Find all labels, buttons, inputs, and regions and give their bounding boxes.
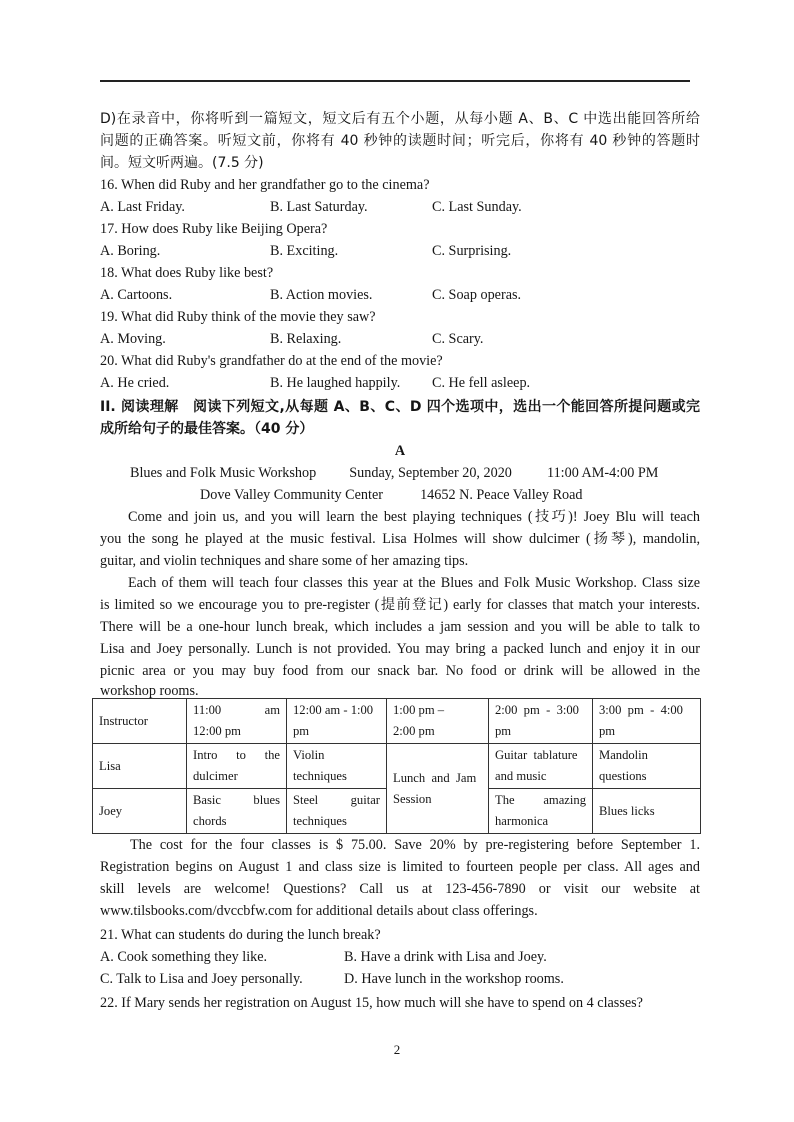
passage-letter: A <box>394 443 406 459</box>
para3-line-1: The cost for the four classes is $ 75.00. Save 20% by pre-registering before September 1. <box>130 837 700 853</box>
table-cell: Basic blues chords <box>187 789 287 834</box>
reading-heading-line-1: II. 阅读理解 阅读下列短文,从每题 A、B、C、D 四个选项中，选出一个能回答所提问题或完 <box>100 399 700 415</box>
event-header <box>130 462 700 484</box>
question-18-stem: 18. What does Ruby like best? <box>100 265 274 281</box>
question-16-options <box>100 196 700 218</box>
para3-line-2: Registration begins on August 1 and class size is limited to fourteen people per class. All ages and <box>100 859 700 875</box>
table-cell: Violin techniques <box>287 744 387 789</box>
question-17-options <box>100 240 700 262</box>
schedule-table <box>92 698 701 834</box>
option-c: C. Last Sunday. <box>432 199 522 215</box>
option-c: C. Soap operas. <box>432 287 522 303</box>
question-19-options <box>100 328 700 350</box>
table-cell-lunch: Lunch and Jam Session <box>387 744 489 834</box>
table-header-cell: 2:00 pm - 3:00 pm <box>489 699 593 744</box>
table-cell: Lisa <box>93 744 187 789</box>
option-c: C. Scary. <box>432 331 484 347</box>
para2-line-6: workshop rooms. <box>100 683 199 699</box>
para2-line-2: is limited so we encourage you to pre-register (提前登记) early for classes that match your interests. <box>100 597 700 613</box>
table-row <box>93 744 701 789</box>
option-c: C. Surprising. <box>432 243 512 259</box>
table-cell: Mandolin questions <box>593 744 701 789</box>
table-header-cell: 3:00 pm - 4:00 pm <box>593 699 701 744</box>
table-cell: Guitar tablature and music <box>489 744 593 789</box>
para1-line-1: Come and join us, and you will learn the best playing techniques (技巧)! Joey Blu will teach <box>128 509 700 525</box>
option-a: A. Last Friday. <box>100 199 185 215</box>
option-b: B. Relaxing. <box>270 331 342 347</box>
question-21-options-row-2 <box>100 968 700 990</box>
table-header-cell: 11:00 am 12:00 pm <box>187 699 287 744</box>
option-b: B. Last Saturday. <box>270 199 368 215</box>
question-16-stem: 16. When did Ruby and her grandfather go to the cinema? <box>100 177 430 193</box>
table-cell: Intro to the dulcimer <box>187 744 287 789</box>
question-17-stem: 17. How does Ruby like Beijing Opera? <box>100 221 328 237</box>
option-b: B. Have a drink with Lisa and Joey. <box>344 949 547 965</box>
option-a: A. Cook something they like. <box>100 949 268 965</box>
venue-line <box>200 484 700 506</box>
question-22-stem: 22. If Mary sends her registration on August 15, how much will she have to spend on 4 classes? <box>100 995 643 1011</box>
option-a: A. Cartoons. <box>100 287 173 303</box>
event-name: Blues and Folk Music Workshop <box>130 465 317 481</box>
reading-heading-line-2: 成所给句子的最佳答案。（40 分） <box>100 421 314 437</box>
para2-line-4: Lisa and Joey personally. Lunch is not provided. You may bring a packed lunch and enjoy it in our <box>100 641 700 657</box>
para3-line-4: www.tilsbooks.com/dvccbfw.com for additional details about class offerings. <box>100 903 538 919</box>
question-21-stem: 21. What can students do during the lunch break? <box>100 927 381 943</box>
listening-instructions-line-1: D)在录音中，你将听到一篇短文，短文后有五个小题，从每小题 A、B、C 中选出能回答所给 <box>100 111 700 127</box>
question-20-stem: 20. What did Ruby's grandfather do at the end of the movie? <box>100 353 443 369</box>
option-b: B. Action movies. <box>270 287 373 303</box>
table-header-cell: Instructor <box>93 699 187 744</box>
event-date: Sunday, September 20, 2020 <box>349 465 512 481</box>
listening-instructions-line-3: 间。短文听两遍。(7.5 分) <box>100 155 264 171</box>
header-rule <box>100 80 690 82</box>
para3-line-3: skill levels are welcome! Questions? Call us at 123-456-7890 or visit our website at <box>100 881 700 897</box>
table-header-cell: 1:00 pm – 2:00 pm <box>387 699 489 744</box>
option-a: A. Boring. <box>100 243 161 259</box>
listening-instructions-line-2: 问题的正确答案。听短文前，你将有 40 秒钟的读题时间；听完后，你将有 40 秒钟的答题时 <box>100 133 700 149</box>
para2-line-1: Each of them will teach four classes this year at the Blues and Folk Music Workshop. Class size <box>128 575 700 591</box>
table-cell: The amazing harmonica <box>489 789 593 834</box>
option-c: C. He fell asleep. <box>432 375 531 391</box>
table-header-cell: 12:00 am - 1:00 pm <box>287 699 387 744</box>
table-cell: Joey <box>93 789 187 834</box>
option-c: C. Talk to Lisa and Joey personally. <box>100 971 303 987</box>
para2-line-3: There will be a one-hour lunch break, which includes a jam session and you will be able to talk to <box>100 619 700 635</box>
para2-line-5: picnic area or you may buy food from our snack bar. No food or drink will be allowed in the <box>100 663 700 679</box>
option-b: B. Exciting. <box>270 243 339 259</box>
event-time: 11:00 AM-4:00 PM <box>547 465 659 481</box>
option-a: A. He cried. <box>100 375 170 391</box>
venue-address: 14652 N. Peace Valley Road <box>420 487 583 503</box>
question-21-options-row-1 <box>100 946 700 968</box>
option-a: A. Moving. <box>100 331 166 347</box>
question-18-options <box>100 284 700 306</box>
para1-line-3: guitar, and violin techniques and share some of her amazing tips. <box>100 553 469 569</box>
question-19-stem: 19. What did Ruby think of the movie they saw? <box>100 309 376 325</box>
page-number: 2 <box>393 1042 401 1057</box>
venue-name: Dove Valley Community Center <box>200 487 383 503</box>
para1-line-2: you the song he played at the music festival. Lisa Holmes will show dulcimer (扬琴), mandolin, <box>100 531 700 547</box>
option-b: B. He laughed happily. <box>270 375 401 391</box>
table-row <box>93 699 701 744</box>
question-20-options <box>100 372 700 394</box>
option-d: D. Have lunch in the workshop rooms. <box>344 971 564 987</box>
table-cell: Blues licks <box>593 789 701 834</box>
table-cell: Steel guitar techniques <box>287 789 387 834</box>
